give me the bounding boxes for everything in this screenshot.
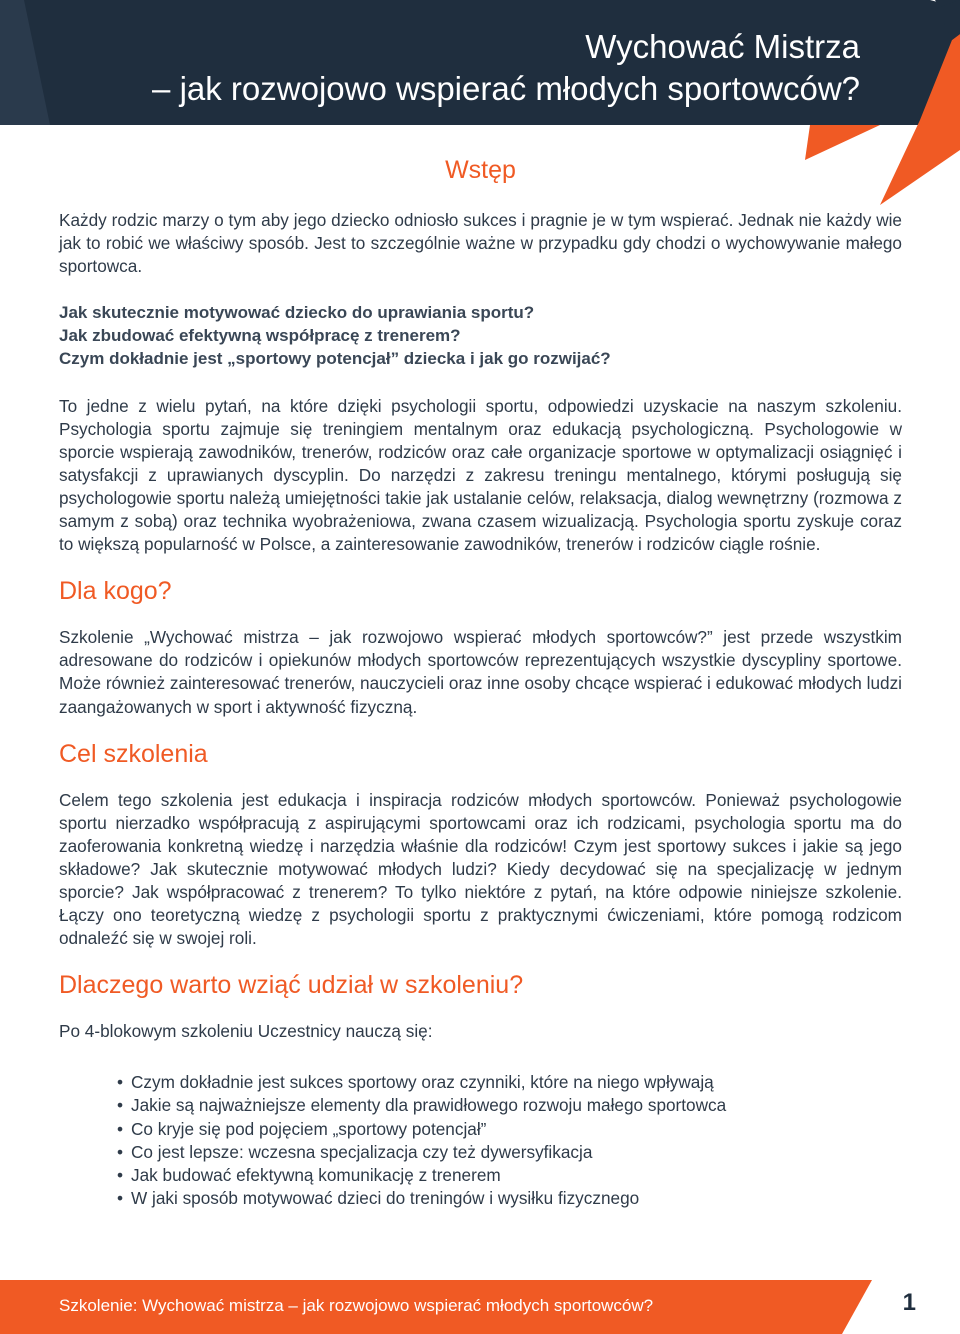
bullet-icon: • <box>117 1141 124 1162</box>
list-item: • Jak budować efektywną komunikację z trenerem <box>117 1164 902 1187</box>
intro-paragraph-2: To jedne z wielu pytań, na które dzięki psychologii sportu, odpowiedzi uzyskacie na naszym szkoleniu. Psychologia sportu zajmuje się treningiem mentalnym oraz edukacją psychologiczną. Psychologowie w sporcie wspierają zawodników, trenerów, rodziców oraz całe organizacje sportowe w optymalizacji osiągnięć i satysfakcji z uprawianych dyscyplin. Do narzędzi z zakresu treningu mentalnego, którymi posługują się psychologowie sportu należą umiejętności takie jak ustalanie celów, relaksacja, dialog wewnętrzny (rozmowa z samym z sobą) oraz technika wyobrażeniowa, zwana czasem wizualizacją. Psychologia sportu zyskuje coraz to większą popularność w Polsce, a zainteresowanie zawodników, trenerów i rodziców ciągle rośnie. <box>59 395 902 555</box>
title-line-2: – jak rozwojowo wspierać młodych sportowców? <box>152 70 860 107</box>
page-title <box>60 26 860 110</box>
title-line-1: Wychować Mistrza <box>585 28 860 65</box>
question-1: Jak skutecznie motywować dziecko do uprawiania sportu? <box>59 303 535 323</box>
footer-text: Szkolenie: Wychować mistrza – jak rozwojowo wspierać młodych sportowców? <box>59 1296 654 1315</box>
question-3: Czym dokładnie jest „sportowy potencjał” dziecka i jak go rozwijać? <box>59 349 611 369</box>
bullet-icon: • <box>117 1072 124 1093</box>
why-paragraph: Po 4-blokowym szkoleniu Uczestnicy nauczą się: <box>59 1021 433 1042</box>
list-item: • Co jest lepsze: wczesna specjalizacja czy też dywersyfikacja <box>117 1141 902 1164</box>
list-item: • Co kryje się pod pojęciem „sportowy potencjał” <box>117 1118 902 1141</box>
bullet-icon: • <box>117 1095 124 1116</box>
key-questions <box>59 301 902 370</box>
why-heading: Dlaczego warto wziąć udział w szkoleniu? <box>59 971 524 1000</box>
goal-heading: Cel szkolenia <box>59 739 208 768</box>
document-body <box>59 155 902 1210</box>
question-2: Jak zbudować efektywną współpracę z trenerem? <box>59 326 461 346</box>
audience-paragraph: Szkolenie „Wychować mistrza – jak rozwojowo wspierać młodych sportowców?” jest przede wszystkim adresowane do rodziców i opiekunów młodych sportowców reprezentujących wszystkie dyscypliny sportowe. Może również zainteresować trenerów, nauczycieli oraz inne osoby chcące wspierać i edukować młodych ludzi zaangażowanych w sport i aktywność fizyczną. <box>59 627 902 717</box>
bullet-icon: • <box>117 1164 124 1185</box>
goal-paragraph: Celem tego szkolenia jest edukacja i inspiracja rodziców młodych sportowców. Ponieważ psychologowie sportu nierzadko współpracują z aspirującymi sportowcami oraz ich rodzicami, psychologia sportu ma do zaoferowania konkretną wiedzę i narzędzia właśnie dla rodziców! Czym jest sportowy sukces i jakie są jego składowe? Jak skutecznie motywować młodych ludzi? Kiedy decydować się na specjalizację w jednym sporcie? Jak współpracować z trenerem? To tylko niektóre z pytań, na które odpowie niniejsze szkolenie. Łączy ono teoretyczną wiedzę z psychologii sportu z praktycznymi ćwiczeniami, które pomogą rodzicom odnaleźć się w swojej roli. <box>59 789 902 949</box>
audience-heading: Dla kogo? <box>59 577 172 606</box>
intro-heading: Wstęp <box>445 156 516 184</box>
list-item: • W jaki sposób motywować dzieci do treningów i wysiłku fizycznego <box>117 1187 902 1210</box>
page-number: 1 <box>902 1289 916 1316</box>
bullet-icon: • <box>117 1118 124 1139</box>
bullet-icon: • <box>117 1187 124 1208</box>
learning-outcomes-list <box>59 1071 902 1210</box>
intro-paragraph: Każdy rodzic marzy o tym aby jego dziecko odniosło sukces i pragnie je w tym wspierać. Jednak nie każdy wie jak to robić we właściwy sposób. Jest to szczególnie ważne w przypadku gdy chodzi o wychowywanie małego sportowca. <box>59 210 902 277</box>
list-item: • Jakie są najważniejsze elementy dla prawidłowego rozwoju małego sportowca <box>117 1094 902 1117</box>
list-item: • Czym dokładnie jest sukces sportowy oraz czynniki, które na niego wpływają <box>117 1071 902 1094</box>
